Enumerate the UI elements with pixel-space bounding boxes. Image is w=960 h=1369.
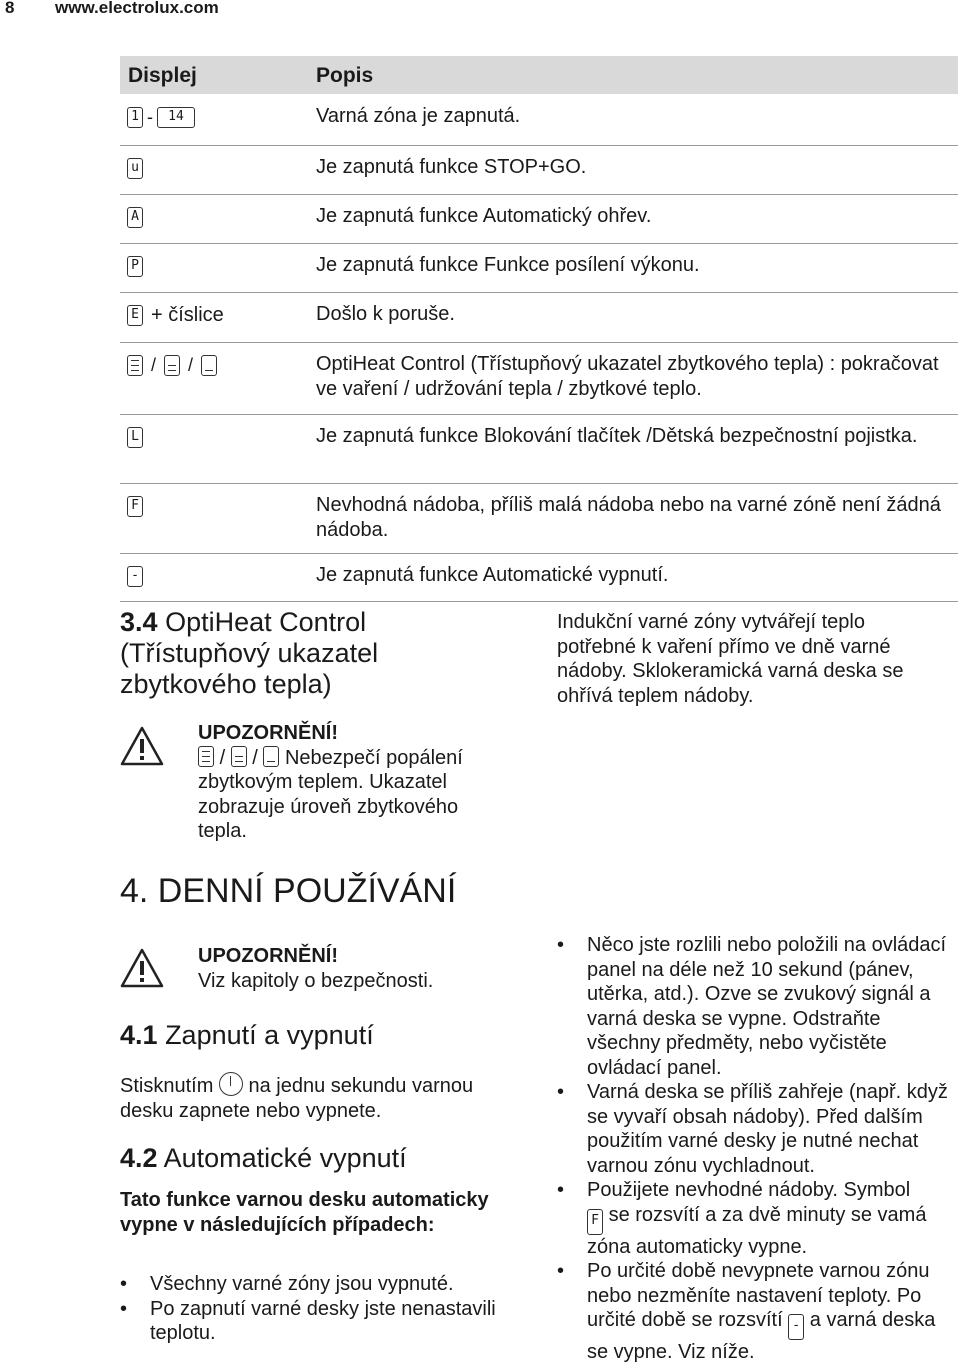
segment-p-icon: P [127, 256, 143, 277]
section-title: Zapnutí a vypnutí [165, 1020, 374, 1050]
segment-u-icon: u [127, 158, 143, 179]
heat-level-1-icon [263, 746, 279, 767]
table-row [120, 342, 958, 415]
list-item: • Varná deska se příliš zahřeje (např. když se vyvaří obsah nádoby). Před dalším použitím varné desky je nutné nechat varnou zónu vychladnout. [557, 1080, 952, 1178]
table-header [120, 56, 958, 94]
list-item-text: se rozsvítí a za dvě minuty se vamá zóna automaticky vypne. [587, 1203, 927, 1258]
display-cell [127, 253, 143, 279]
description-cell: Je zapnutá funkce Automatický ohřev. [316, 205, 652, 227]
auto-off-conditions-list [557, 933, 952, 1365]
power-icon [219, 1072, 243, 1096]
table-row [120, 292, 958, 343]
list-item: • Něco jste rozlili nebo položili na ovládací panel na déle než 10 sekund (pánev, utěrka, atd.). Ozve se zvukový signál a varná deska se vypne. Odstraňte všechny předměty, nebo vyčistěte ovládací panel. [557, 933, 952, 1080]
section-number: 4.1 [120, 1020, 158, 1050]
segment-f-icon: F [587, 1209, 603, 1235]
list-item: • Po zapnutí varné desky jste nenastavili teplotu. [120, 1297, 500, 1346]
section-title: Automatické vypnutí [163, 1143, 407, 1173]
list-item [557, 1178, 952, 1259]
warning-separator: / [252, 746, 258, 769]
table-row [120, 145, 958, 195]
warning-triangle-icon [120, 948, 164, 988]
auto-off-list [120, 1272, 500, 1346]
section-4-2-intro: Tato funkce varnou desku automaticky vypne v následujících případech: [120, 1189, 489, 1236]
warning-text: Nebezpečí popálení zbytkovým teplem. Ukazatel zobrazuje úroveň zbytkového tepla. [198, 746, 463, 842]
description-cell: Je zapnutá funkce Funkce posílení výkonu. [316, 254, 700, 276]
display-cell [127, 155, 143, 181]
chapter-4-heading: 4. DENNÍ POUŽÍVÁNÍ [120, 872, 457, 910]
section-4-2-heading [120, 1143, 407, 1174]
segment-dash-icon: - [127, 566, 143, 587]
heat-level-1-icon [201, 355, 217, 376]
section-title: OptiHeat Control (Třístupňový ukazatel zbytkového tepla) [120, 607, 379, 699]
warning-triangle-icon [120, 726, 164, 766]
heat-level-3-icon [127, 355, 143, 376]
segment-dash-icon: - [788, 1314, 804, 1340]
segment-l-icon: L [127, 427, 143, 448]
col-display-header: Displej [128, 64, 197, 87]
description-cell: OptiHeat Control (Třístupňový ukazatel zbytkového tepla) : pokračovat ve vaření / udržování tepla / zbytkové teplo. [316, 353, 939, 400]
section-4-1-heading [120, 1020, 374, 1051]
description-cell: Je zapnutá funkce STOP+GO. [316, 156, 587, 178]
display-cell [127, 302, 224, 328]
list-item-text: Použijete nevhodné nádoby. Symbol [587, 1179, 911, 1201]
description-cell: Došlo k poruše. [316, 303, 455, 325]
segment-1-icon: 1 [127, 107, 143, 128]
site-url: www.electrolux.com [55, 0, 219, 17]
description-cell: Nevhodná nádoba, příliš malá nádoba nebo na varné zóně není žádná nádoba. [316, 494, 941, 541]
table-row [120, 94, 958, 146]
heat-level-2-icon [164, 355, 180, 376]
list-item [557, 1259, 952, 1365]
display-cell [127, 563, 143, 589]
list-item: • Všechny varné zóny jsou vypnuté. [120, 1272, 500, 1297]
display-cell [127, 352, 217, 378]
warning-body [198, 746, 498, 844]
text-before-icon: Stisknutím [120, 1075, 214, 1097]
description-cell: Je zapnutá funkce Automatické vypnutí. [316, 564, 669, 586]
col-description-header: Popis [316, 64, 374, 87]
text-after-icon: na jednu sekundu varnou desku zapnete nebo vypnete. [120, 1075, 474, 1122]
heat-level-2-icon [231, 746, 247, 767]
display-cell [127, 424, 143, 450]
list-item-text: Po určité době nevypnete varnou zónu nebo nezměníte nastavení teploty. Po určité době se rozsvítí [587, 1260, 930, 1331]
table-row [120, 243, 958, 293]
segment-a-icon: A [127, 207, 143, 228]
section-number: 3.4 [120, 607, 158, 637]
warning-block-3-4 [198, 721, 498, 844]
table-row [120, 483, 958, 554]
warning-label: UPOZORNĚNÍ! [198, 722, 338, 744]
table-row [120, 194, 958, 244]
display-suffix: + číslice [151, 303, 224, 326]
page-number: 8 [5, 0, 15, 17]
section-4-1-text [120, 1072, 520, 1123]
display-separator: / [188, 354, 194, 375]
warning-block-4 [198, 944, 518, 993]
section-number: 4.2 [120, 1143, 158, 1173]
display-cell [127, 493, 143, 519]
range-separator: - [147, 106, 153, 127]
description-cell: Je zapnutá funkce Blokování tlačítek /Dětská bezpečnostní pojistka. [316, 425, 918, 447]
description-cell: Varná zóna je zapnutá. [316, 105, 521, 127]
warning-separator: / [219, 746, 226, 769]
segment-f-icon: F [127, 496, 143, 517]
display-cell [127, 204, 143, 230]
list-item-text: a varná deska se vypne. Viz níže. [587, 1309, 936, 1363]
segment-e-icon: E [127, 305, 143, 326]
display-cell [127, 104, 195, 130]
heat-level-3-icon [198, 746, 214, 767]
warning-label: UPOZORNĚNÍ! [198, 945, 338, 967]
induction-info-text: Indukční varné zóny vytvářejí teplo potřebné k vaření přímo ve dně varné nádoby. Sklokeramická varná deska se ohřívá teplem nádoby. [557, 611, 904, 707]
table-row [120, 553, 958, 602]
segment-14-icon: 14 [157, 107, 195, 128]
display-separator: / [151, 354, 157, 375]
table-row [120, 414, 958, 484]
warning-text: Viz kapitoly o bezpečnosti. [198, 969, 434, 992]
section-3-4-heading [120, 607, 450, 700]
